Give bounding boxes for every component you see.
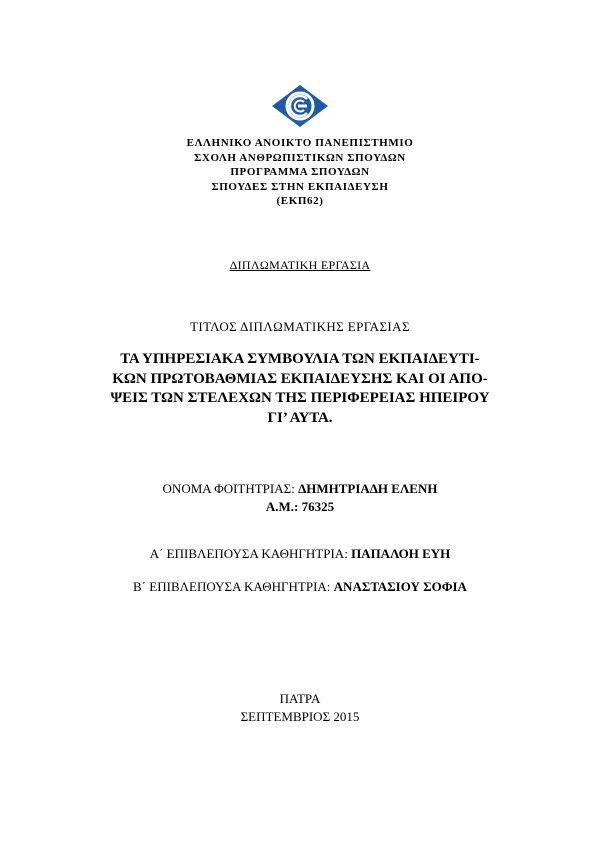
date: ΣΕΠΤΕΜΒΡΙΟΣ 2015 — [240, 709, 360, 724]
place: ΠΑΤΡΑ — [279, 691, 321, 706]
student-id-label: Α.Μ.: — [265, 499, 299, 514]
supervisor-a — [0, 546, 600, 562]
thesis-title — [100, 350, 500, 428]
institution-line: ΣΧΟΛΗ ΑΝΘΡΩΠΙΣΤΙΚΩΝ ΣΠΟΥΔΩΝ — [194, 151, 406, 164]
supervisor-b — [0, 579, 600, 595]
title-line: ΓΙ’ ΑΥΤΑ. — [267, 409, 333, 426]
institution-block — [0, 136, 600, 209]
student-id: 76325 — [301, 499, 335, 514]
document-type: ΔΙΠΛΩΜΑΤΙΚΗ ΕΡΓΑΣΙΑ — [229, 258, 371, 272]
institution-line: ΣΠΟΥΔΕΣ ΣΤΗΝ ΕΚΠΑΙΔΕΥΣΗ — [211, 180, 389, 193]
institution-line: ΠΡΟΓΡΑΜΜΑ ΣΠΟΥΔΩΝ — [230, 166, 370, 178]
supervisor-label: Α΄ ΕΠΙΒΛΕΠΟΥΣΑ ΚΑΘΗΓΗΤΡΙΑ: — [149, 546, 348, 561]
supervisor-label: Β΄ ΕΠΙΒΛΕΠΟΥΣΑ ΚΑΘΗΓΗΤΡΙΑ: — [133, 579, 331, 594]
institution-line: ΕΛΛΗΝΙΚΟ ΑΝΟΙΚΤΟ ΠΑΝΕΠΙΣΤΗΜΙΟ — [186, 137, 414, 149]
student-name: ΔΗΜΗΤΡΙΑΔΗ ΕΛΕΝΗ — [298, 481, 438, 496]
title-line: ΨΕΙΣ ΤΩΝ ΣΤΕΛΕΧΩΝ ΤΗΣ ΠΕΡΙΦΕΡΕΙΑΣ ΗΠΕΙΡΟΥ — [110, 390, 490, 406]
supervisor-name: ΠΑΠΑΛΟΗ ΕΥΗ — [351, 546, 451, 561]
place-date-block — [0, 690, 600, 726]
student-block — [0, 480, 600, 516]
student-name-label: ΟΝΟΜΑ ΦΟΙΤΗΤΡΙΑΣ: — [162, 481, 295, 496]
title-line: ΤΑ ΥΠΗΡΕΣΙΑΚΑ ΣΥΜΒΟΥΛΙΑ ΤΩΝ ΕΚΠΑΙΔΕΥΤΙ- — [120, 351, 480, 367]
institution-line: (ΕΚΠ62) — [276, 195, 324, 207]
supervisor-name: ΑΝΑΣΤΑΣΙΟΥ ΣΟΦΙΑ — [333, 579, 467, 594]
title-line: ΚΩΝ ΠΡΩΤΟΒΑΘΜΙΑΣ ΕΚΠΑΙΔΕΥΣΗΣ ΚΑΙ ΟΙ ΑΠΟ- — [112, 370, 488, 387]
university-logo-icon — [271, 84, 329, 128]
title-label: ΤΙΤΛΟΣ ΔΙΠΛΩΜΑΤΙΚΗΣ ΕΡΓΑΣΙΑΣ — [190, 319, 410, 334]
